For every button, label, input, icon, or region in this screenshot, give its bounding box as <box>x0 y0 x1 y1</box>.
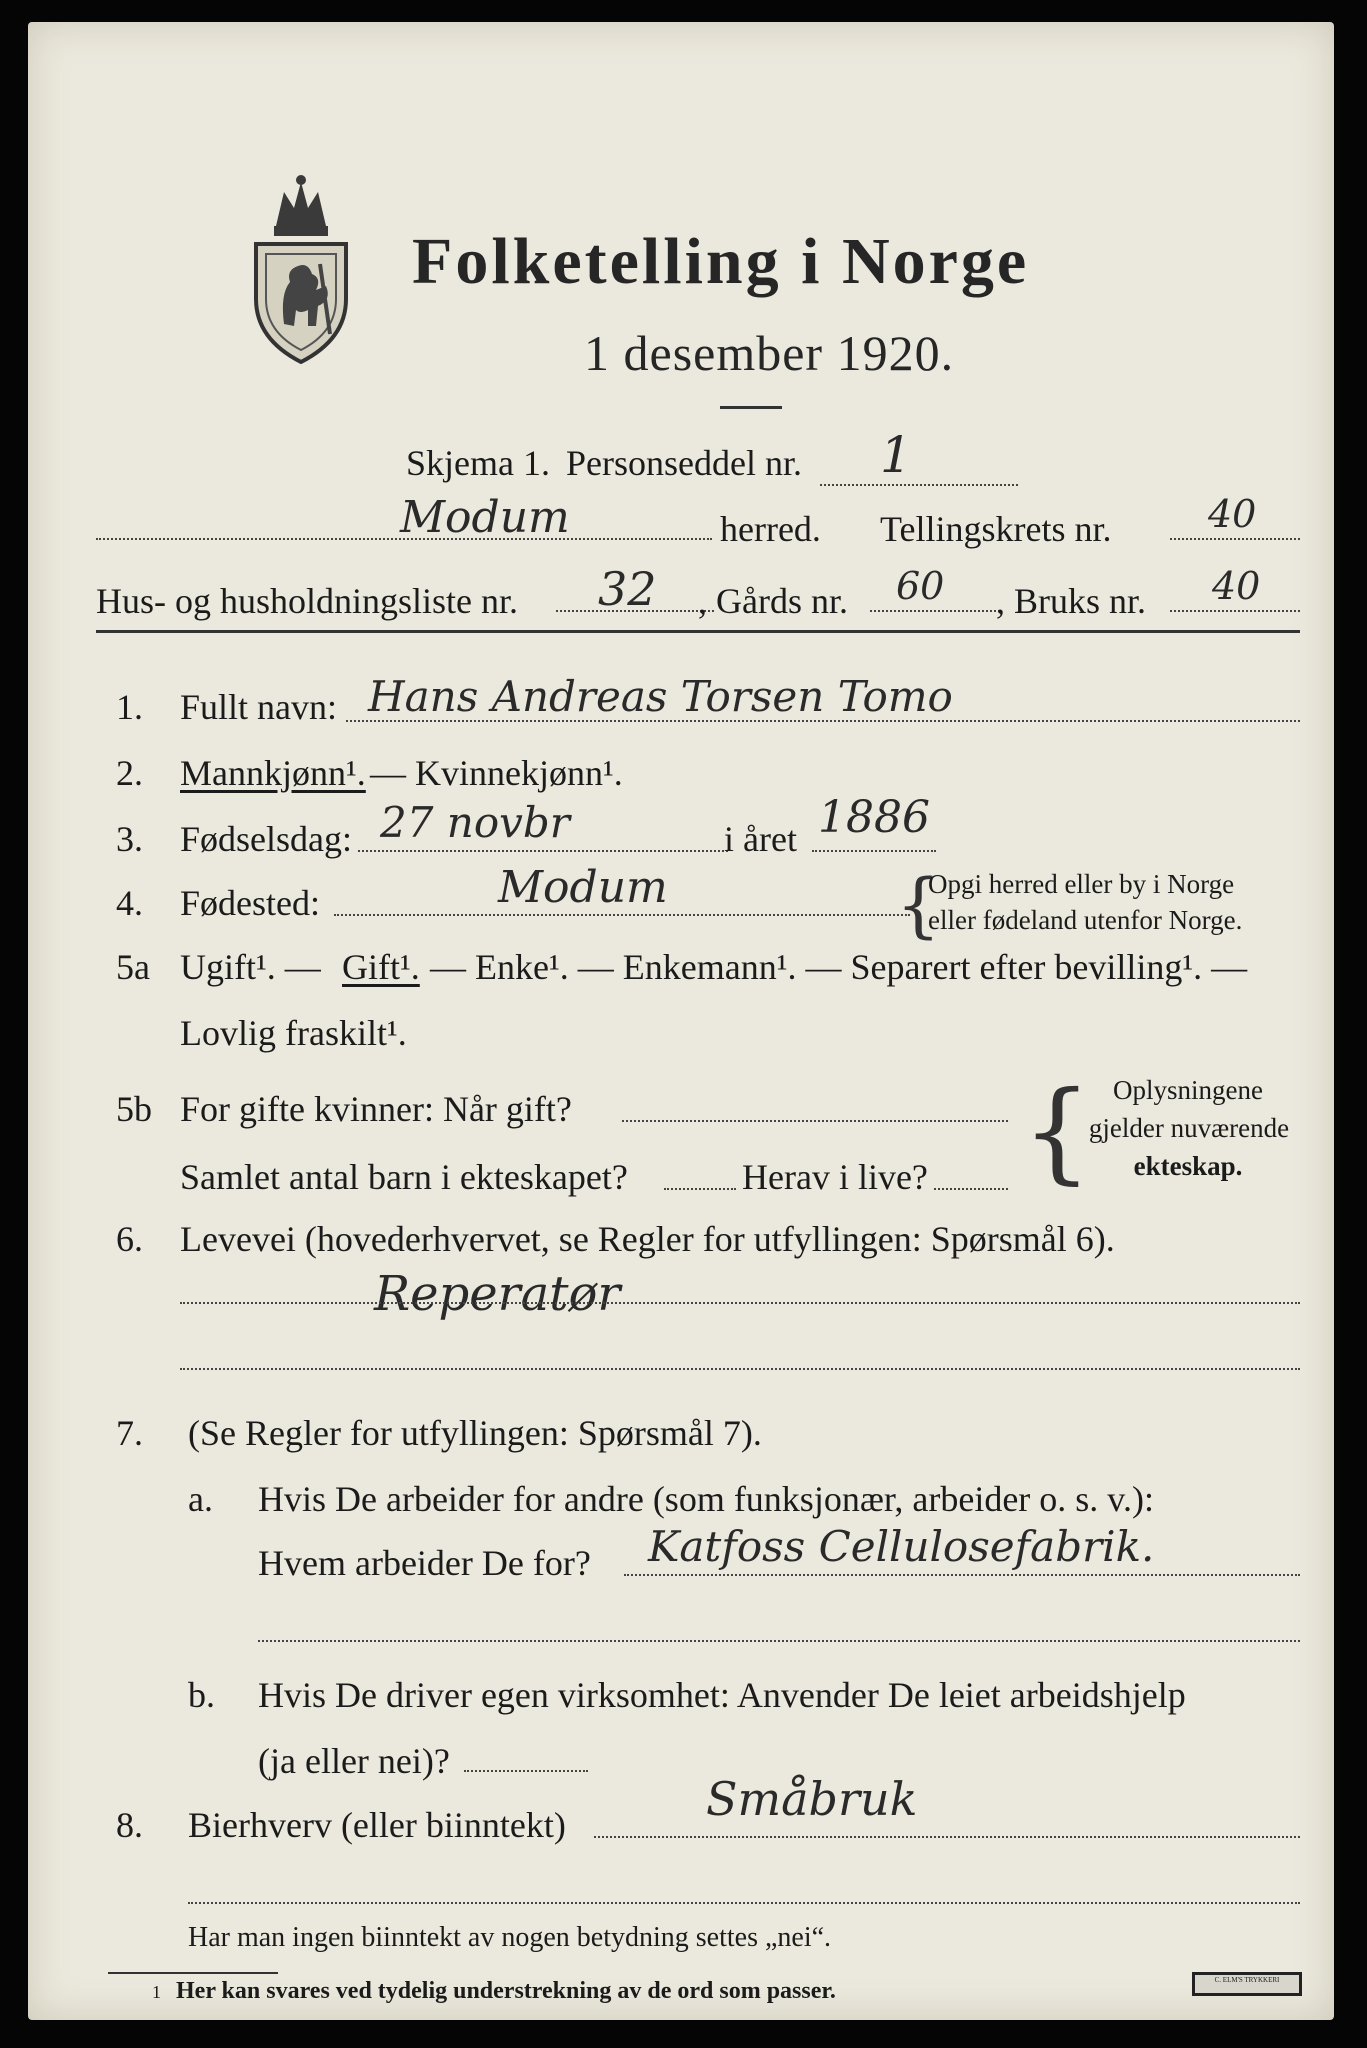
q7a-line <box>624 1574 1300 1576</box>
herred-label: herred. <box>720 509 821 549</box>
q7-number: 7. <box>116 1413 143 1453</box>
q1-value: Hans Andreas Torsen Tomo <box>368 672 953 721</box>
bruks-line <box>1170 610 1300 612</box>
q5b-note-line3: ekteskap. <box>1133 1151 1243 1181</box>
q3-year-value: 1886 <box>818 792 930 843</box>
personseddel-label: Personseddel nr. <box>566 443 802 483</box>
q7a-value: Katfoss Cellulosefabrik. <box>648 1522 1155 1571</box>
title-divider <box>720 406 782 409</box>
q3-year-label: i året <box>724 819 797 859</box>
q7a-line2: Hvem arbeider De for? <box>258 1543 591 1583</box>
gards-value: 60 <box>896 564 945 608</box>
q5b-children-line <box>664 1188 736 1190</box>
footer-note: Har man ingen biinntekt av nogen betydning settes „nei“. <box>188 1922 832 1953</box>
q7-label: (Se Regler for utfyllingen: Spørsmål 7). <box>188 1413 762 1453</box>
printer-stamp <box>1192 1972 1302 1996</box>
q5b-married-line <box>622 1120 1008 1122</box>
q2-female-option: — Kvinnekjønn¹. <box>370 753 623 793</box>
tellingskrets-line <box>1170 538 1300 540</box>
q4-label: Fødested: <box>180 883 320 923</box>
q5b-alive-label: Herav i live? <box>742 1157 928 1197</box>
q4-brace: { <box>896 864 941 946</box>
q5b-alive-line <box>934 1188 1008 1190</box>
tellingskrets-value: 40 <box>1208 492 1257 536</box>
q3-value: 27 novbr <box>380 798 570 847</box>
form-title: Folketelling i Norge <box>412 225 1030 298</box>
husliste-label: Hus- og husholdningsliste nr. <box>96 581 519 621</box>
q5b-note-line1: Oplysningene <box>1113 1075 1263 1105</box>
q3-number: 3. <box>116 819 143 859</box>
q6-line1 <box>180 1302 1300 1304</box>
q7b-line2: (ja eller nei)? <box>258 1741 450 1781</box>
bruks-label: , Bruks nr. <box>996 581 1147 621</box>
q5a-ugift: Ugift¹. — <box>180 947 321 987</box>
bruks-value: 40 <box>1212 564 1261 608</box>
q5a-number: 5a <box>116 947 150 987</box>
q2-male-option: Mannkjønn¹. <box>180 753 366 793</box>
q7b-line <box>464 1770 588 1772</box>
q6-label: Levevei (hovederhvervet, se Regler for utfyllingen: Spørsmål 6). <box>180 1219 1115 1259</box>
personseddel-line <box>820 484 1018 486</box>
q1-number: 1. <box>116 687 143 727</box>
q3-line <box>358 850 728 852</box>
tellingskrets-label: Tellingskrets nr. <box>880 509 1112 549</box>
printer-stamp-text: C. ELM'S TRYKKERI <box>1214 1976 1280 1984</box>
q2-number: 2. <box>116 753 143 793</box>
q7a-extra-line <box>258 1640 1300 1642</box>
q3-label: Fødselsdag: <box>180 819 353 859</box>
q5b-label: For gifte kvinner: Når gift? <box>180 1089 572 1129</box>
footnote-text: Her kan svares ved tydelig understrekning av de ord som passer. <box>176 1978 836 2004</box>
footnote-rule <box>108 1972 278 1974</box>
q5a-line2: Lovlig fraskilt¹. <box>180 1013 407 1053</box>
q5b-number: 5b <box>116 1089 152 1129</box>
footnote-mark: 1 <box>152 1982 161 2002</box>
q8-line <box>594 1836 1300 1838</box>
herred-value: Modum <box>400 492 570 543</box>
q4-note-line1: Opgi herred eller by i Norge <box>928 869 1235 899</box>
q1-label: Fullt navn: <box>180 687 338 727</box>
q6-number: 6. <box>116 1219 143 1259</box>
q8-label: Bierhverv (eller biinntekt) <box>188 1805 566 1845</box>
q6-line2 <box>180 1368 1300 1370</box>
q8-value: Småbruk <box>706 1772 918 1826</box>
census-date: 1 desember 1920. <box>584 325 955 381</box>
q8-number: 8. <box>116 1805 143 1845</box>
q5b-brace: { <box>1022 1067 1092 1195</box>
q4-number: 4. <box>116 883 143 923</box>
header-rule <box>96 630 1300 633</box>
q7b-letter: b. <box>188 1675 215 1715</box>
q3-year-line <box>812 850 936 852</box>
gards-line <box>870 610 1000 612</box>
coat-of-arms-icon <box>246 174 356 364</box>
q5a-gift: Gift¹. <box>342 947 420 987</box>
q7a-line1: Hvis De arbeider for andre (som funksjonær, arbeider o. s. v.): <box>258 1479 1154 1519</box>
q7a-letter: a. <box>188 1479 213 1519</box>
q6-value: Reperatør <box>374 1266 621 1322</box>
husliste-value: 32 <box>598 562 657 616</box>
q8-extra-line <box>188 1902 1300 1904</box>
q5b-children-label: Samlet antal barn i ekteskapet? <box>180 1157 628 1197</box>
q4-value: Modum <box>498 862 668 913</box>
q5b-note-line2: gjelder nuværende <box>1088 1113 1290 1143</box>
q4-line <box>334 914 910 916</box>
q4-note-line2: eller fødeland utenfor Norge. <box>928 905 1243 935</box>
census-form-page <box>28 22 1334 2020</box>
q7b-line1: Hvis De driver egen virksomhet: Anvender De leiet arbeidshjelp <box>258 1675 1186 1715</box>
gards-label: , Gårds nr. <box>698 581 848 621</box>
q5a-rest: — Enke¹. — Enkemann¹. — Separert efter bevilling¹. — <box>430 947 1248 987</box>
personseddel-value: 1 <box>880 426 912 484</box>
schema-label: Skjema 1. <box>406 443 550 483</box>
